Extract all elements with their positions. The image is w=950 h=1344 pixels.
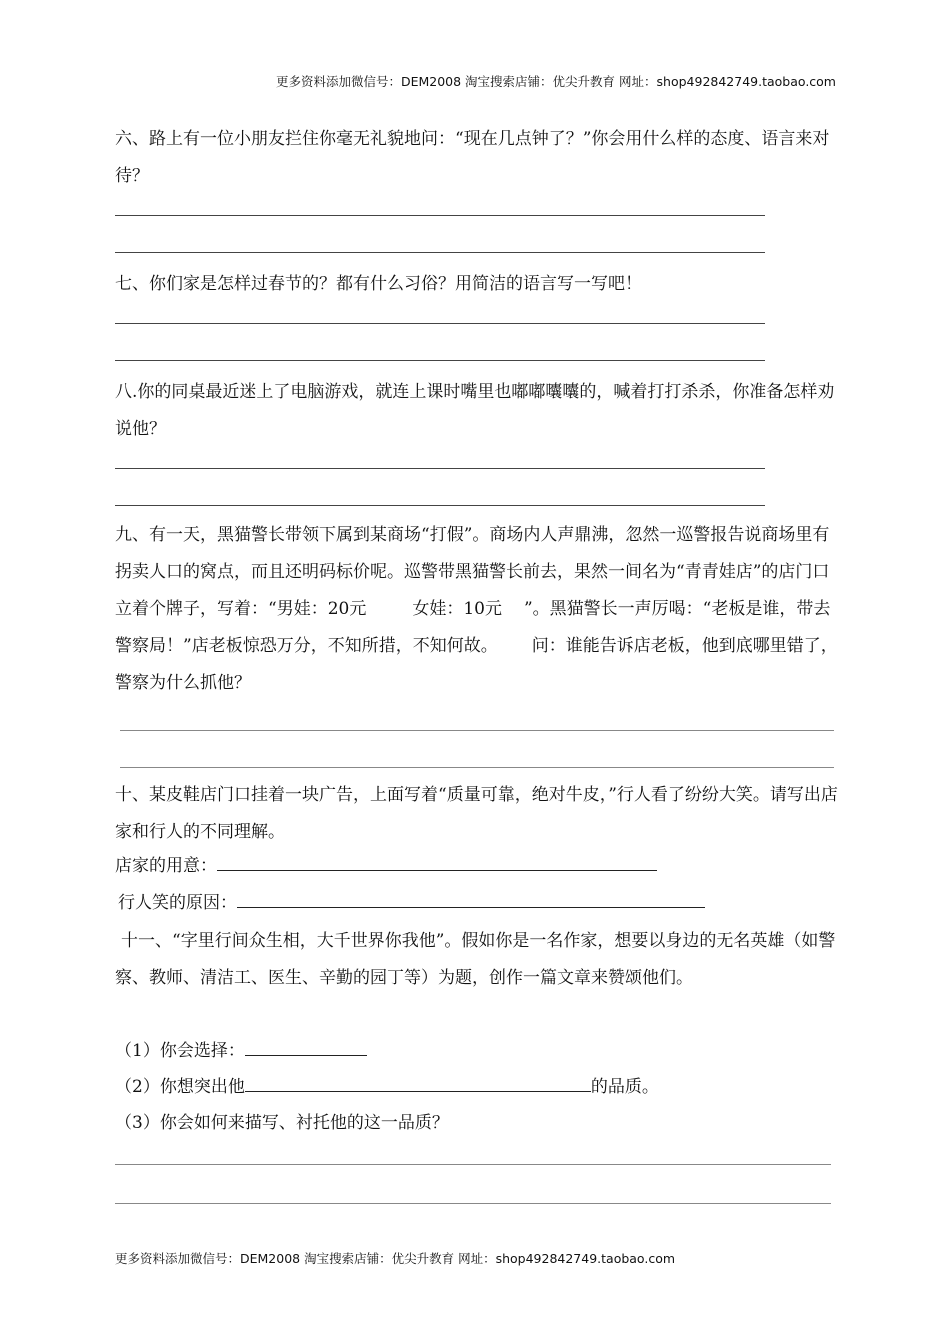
- answer-line[interactable]: [115, 505, 765, 506]
- question-9-part4: 问：谁能告诉店老板，他到底哪里错了，警察为什么抓他？: [115, 636, 838, 693]
- answer-line[interactable]: [120, 730, 834, 731]
- shop-intent-row: [115, 854, 657, 878]
- question-7: 七、你们家是怎样过春节的？都有什么习俗？用简洁的语言写一写吧！: [115, 274, 642, 294]
- sub-question-1-label: （1）你会选择：: [115, 1041, 245, 1061]
- answer-line[interactable]: [115, 1203, 831, 1204]
- shop-intent-blank[interactable]: [217, 854, 657, 871]
- shop-intent-label: 店家的用意：: [115, 856, 217, 876]
- answer-line[interactable]: [115, 252, 765, 253]
- answer-line[interactable]: [115, 1164, 831, 1165]
- sub-question-3: （3）你会如何来描写、衬托他的这一品质？: [115, 1113, 449, 1133]
- question-9-part2: 女娃：10元: [412, 599, 502, 619]
- question-10: 十、某皮鞋店门口挂着一块广告，上面写着“质量可靠，绝对牛皮，”行人看了纷纷大笑。请写出店家和行人的不同理解。: [115, 785, 838, 842]
- question-9-part1: 九、有一天，黑猫警长带领下属到某商场“打假”。商场内人声鼎沸，忽然一巡警报告说商场里有拐卖人口的窝点，而且还明码标价呢。巡警带黑猫警长前去，果然一间名为“青青娃店”的店门口立着个牌子，写着：“男娃：20元: [115, 525, 830, 619]
- answer-line[interactable]: [115, 360, 765, 361]
- question-9-part3: ”。黑猫警长一声厉喝：“老板是谁，带去警察局！”店老板惊恐万分，不知所措，不知何故。: [115, 599, 831, 656]
- passer-reason-blank[interactable]: [237, 891, 705, 908]
- passer-reason-row: [118, 891, 705, 915]
- sub-question-2-before: （2）你想突出他: [115, 1077, 245, 1097]
- page-footer: 更多资料添加微信号：DEM2008 淘宝搜索店铺：优尖升教育 网址：shop492842749.taobao.com: [115, 1251, 676, 1266]
- page-header: 更多资料添加微信号：DEM2008 淘宝搜索店铺：优尖升教育 网址：shop492842749.taobao.com: [275, 74, 836, 89]
- sub-question-2-after: 的品质。: [590, 1077, 659, 1097]
- answer-line[interactable]: [115, 215, 765, 216]
- answer-line[interactable]: [120, 767, 834, 768]
- answer-line[interactable]: [115, 323, 765, 324]
- sub-question-2: [115, 1075, 659, 1099]
- answer-line[interactable]: [115, 468, 765, 469]
- question-6: 六、路上有一位小朋友拦住你毫无礼貌地问：“现在几点钟了？”你会用什么样的态度、语言来对待？: [115, 129, 830, 186]
- question-8: 八.你的同桌最近迷上了电脑游戏，就连上课时嘴里也嘟嘟囔囔的，喊着打打杀杀，你准备怎样劝说他？: [115, 382, 835, 439]
- passer-reason-label: 行人笑的原因：: [118, 893, 237, 913]
- choice-blank[interactable]: [245, 1039, 367, 1056]
- question-11: 十一、“字里行间众生相，大千世界你我他”。假如你是一名作家，想要以身边的无名英雄（如警察、教师、清洁工、医生、辛勤的园丁等）为题，创作一篇文章来赞颂他们。: [115, 931, 836, 988]
- sub-question-1: [115, 1039, 367, 1063]
- question-9: [115, 517, 840, 702]
- quality-blank[interactable]: [245, 1075, 591, 1092]
